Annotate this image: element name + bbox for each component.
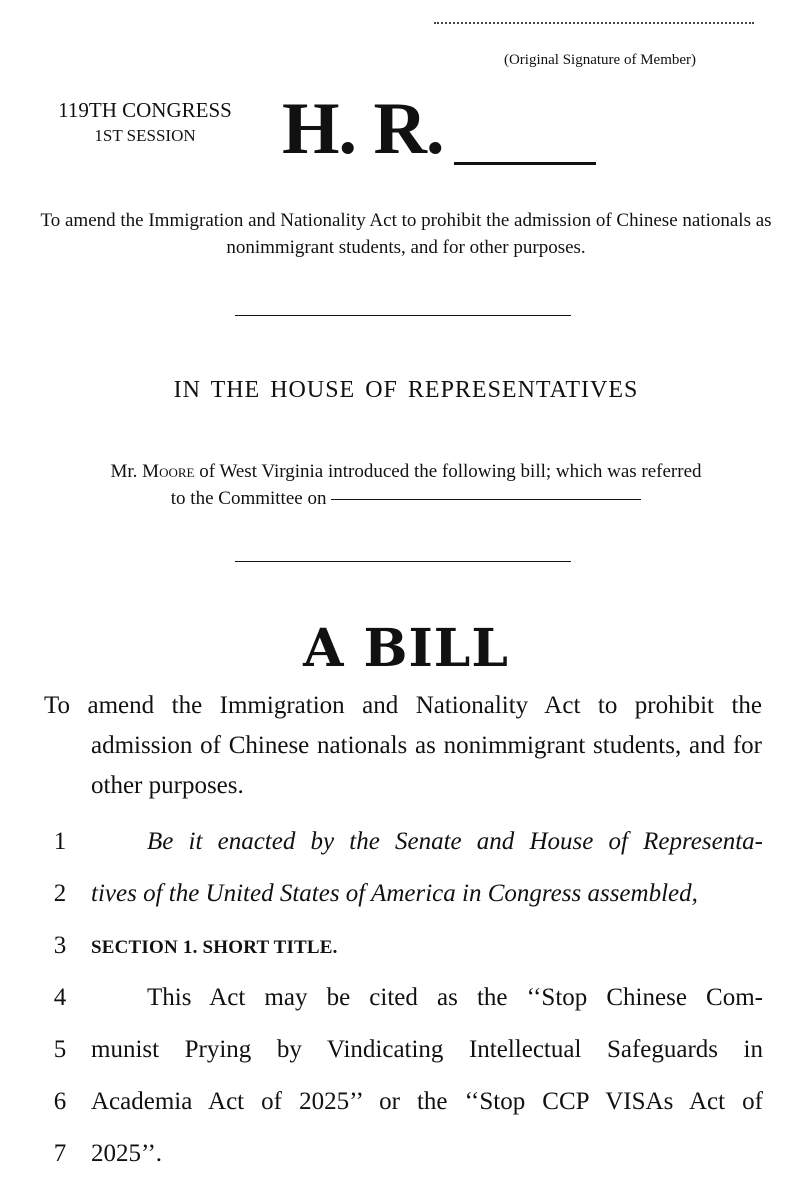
sponsor-rest: of West Virginia introduced the following bill; which was referred xyxy=(199,461,702,482)
bill-heading: A BILL xyxy=(303,618,509,679)
body-line: munist Prying by Vindicating Intellectual Safeguards in xyxy=(91,1036,763,1063)
sponsor-prefix: Mr. xyxy=(110,461,138,482)
line-number: 3 xyxy=(53,932,67,959)
long-title: To amend the Immigration and Nationality Act to prohibit the admission of Chinese nationals as nonimmigrant students, and for other purposes. xyxy=(44,692,762,799)
introduction-text xyxy=(40,458,772,512)
committee-prefix: to the Committee on xyxy=(170,488,327,509)
enacting-clause-line: tives of the United States of America in Congress assembled, xyxy=(91,880,698,907)
bill-summary: To amend the Immigration and Nationality Act to prohibit the admission of Chinese nationals as nonimmigrant students, and for other purposes. xyxy=(40,210,772,258)
line-number: 4 xyxy=(53,984,67,1011)
line-number: 2 xyxy=(53,880,67,907)
body-line: 2025’’. xyxy=(91,1140,163,1167)
body-line: Academia Act of 2025’’ or the ‘‘Stop CCP VISAs Act of xyxy=(91,1088,763,1115)
chamber-heading: IN THE HOUSE OF REPRESENTATIVES xyxy=(173,377,639,403)
bill-designation: H. R. xyxy=(282,88,444,170)
signature-line xyxy=(434,22,754,24)
section-heading: SECTION 1. SHORT TITLE. xyxy=(91,937,338,958)
session-label: 1ST SESSION xyxy=(94,126,196,145)
enacting-clause-line: Be it enacted by the Senate and House of Representa- xyxy=(147,828,763,855)
signature-label: (Original Signature of Member) xyxy=(503,52,697,68)
congress-label: 119TH CONGRESS xyxy=(58,98,232,122)
bill-number-blank xyxy=(454,162,596,165)
body-line: This Act may be cited as the ‘‘Stop Chinese Com- xyxy=(147,984,763,1011)
line-number: 6 xyxy=(53,1088,67,1115)
divider-rule xyxy=(235,315,571,316)
divider-rule xyxy=(235,561,571,562)
committee-blank xyxy=(331,499,641,500)
line-number: 1 xyxy=(53,828,67,855)
line-number: 5 xyxy=(53,1036,67,1063)
sponsor-name: Moore xyxy=(142,461,195,482)
line-number: 7 xyxy=(53,1140,67,1167)
